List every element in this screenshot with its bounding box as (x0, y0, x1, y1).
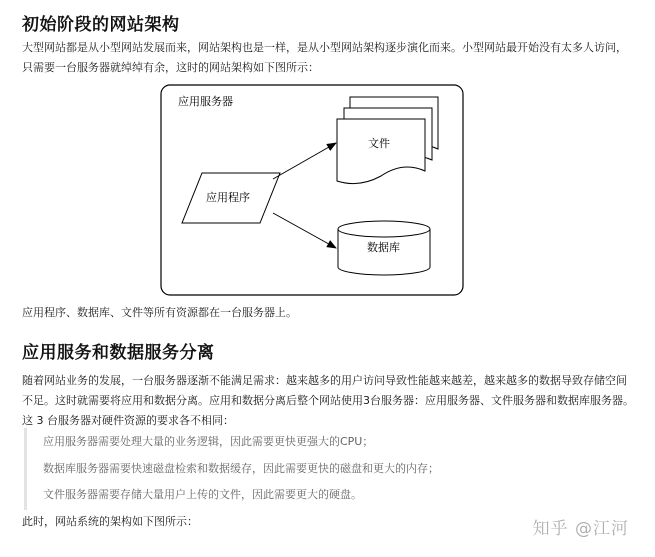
zhihu-watermark: 知乎 @江河 (532, 519, 629, 539)
quote-file-server: 文件服务器需要存储大量用户上传的文件，因此需要更大的硬盘。 (43, 488, 362, 501)
quote-app-server: 应用服务器需要处理大量的业务逻辑，因此需要更快更强大的CPU； (43, 435, 374, 448)
architecture-diagram (160, 84, 464, 298)
server-container-label: 应用服务器 (178, 95, 233, 108)
database-label: 数据库 (367, 241, 400, 254)
intro-paragraph: 大型网站都是从小型网站发展而来，网站架构也是一样，是从小型网站架构逐步演化而来。小型网站最开始没有太多人访问，只需要一台服务器就绰绰有余，这时的网站架构如下图所示： (22, 41, 627, 74)
closing-paragraph: 此时，网站系统的架构如下图所示： (22, 515, 198, 528)
section-heading-separation: 应用服务和数据服务分离 (22, 343, 215, 363)
file-label: 文件 (368, 137, 390, 150)
section-heading-initial: 初始阶段的网站架构 (22, 15, 180, 35)
application-program-label: 应用程序 (206, 191, 250, 204)
separation-paragraph: 随着网站业务的发展，一台服务器逐渐不能满足需求：越来越多的用户访问导致性能越来越差，越来越多的数据导致存储空间不足。这时就需要将应用和数据分离。应用和数据分离后整个网站使用3台服务器：应用服务器、文件服务器和数据库服务器。这 3 台服务器对硬件资源的要求各不相同： (22, 374, 634, 427)
quote-db-server: 数据库服务器需要快速磁盘检索和数据缓存，因此需要更快的磁盘和更大的内存； (43, 462, 439, 475)
diagram-caption: 应用程序、数据库、文件等所有资源都在一台服务器上。 (22, 306, 297, 319)
requirements-blockquote (24, 428, 627, 510)
